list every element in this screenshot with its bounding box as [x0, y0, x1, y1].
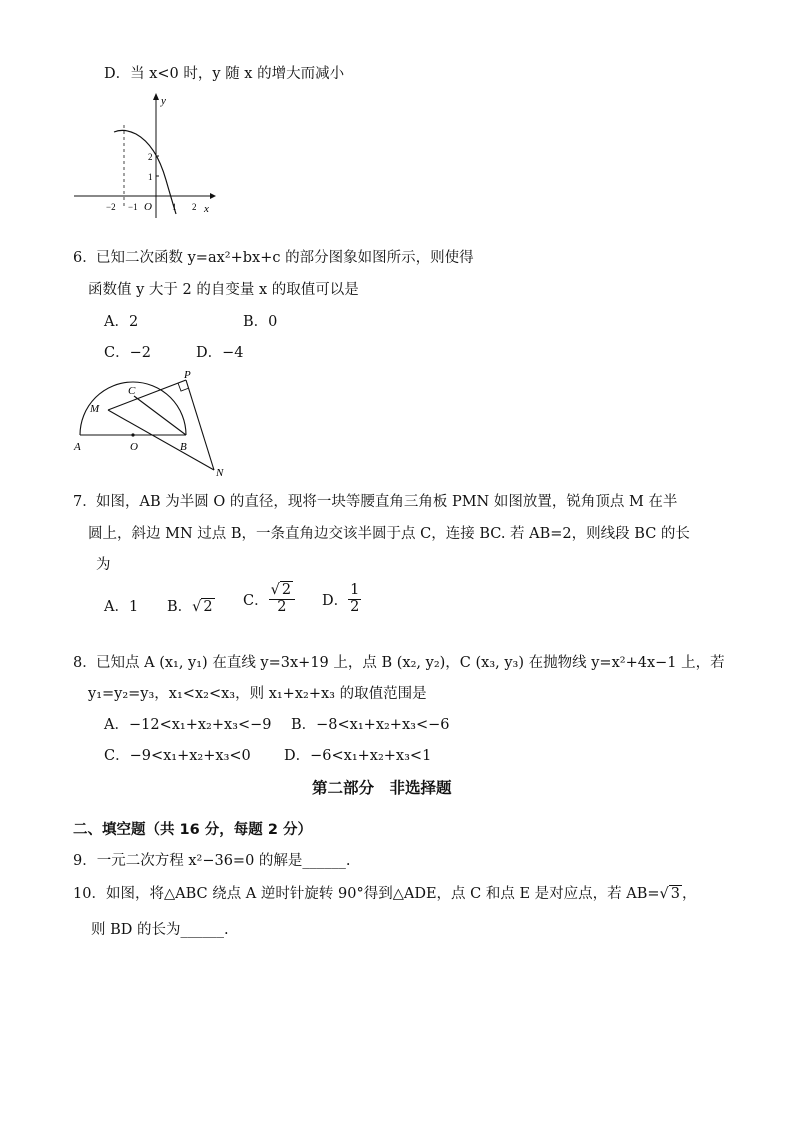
q8-option-d: D．−6<x₁+x₂+x₃<1: [284, 748, 432, 764]
q10-line1-text: 10．如图，将△ABC 绕点 A 逆时针旋转 90°得到△ADE，点 C 和点 E 是对应点，若 AB=: [73, 886, 660, 902]
q8-option-a: A．−12<x₁+x₂+x₃<−9: [104, 717, 272, 733]
q10-rad: 3: [670, 886, 681, 902]
q9-text: 9．一元二次方程 x²−36=0 的解是______.: [73, 853, 351, 869]
label-p: P: [184, 370, 191, 381]
sqrt-symbol: √ 3: [659, 886, 681, 902]
q7-option-c-den: 2: [277, 598, 287, 615]
origin-label: O: [144, 201, 152, 213]
semicircle-figure: [68, 370, 238, 480]
q7-option-c-num: 2: [281, 582, 292, 598]
tick-label: 1: [172, 202, 177, 212]
q6-stem-line2: 函数值 y 大于 2 的自变量 x 的取值可以是: [88, 282, 359, 298]
q6-option-d: D．−4: [196, 345, 244, 361]
label-o: O: [130, 441, 138, 453]
x-axis-label: x: [204, 203, 209, 215]
q7-option-a: A．1: [104, 599, 139, 615]
center-o-point: [131, 433, 134, 436]
part2-title: 第二部分 非选择题: [312, 779, 452, 797]
q8-stem-line2: y₁=y₂=y₃，x₁<x₂<x₃，则 x₁+x₂+x₃ 的取值范围是: [88, 686, 427, 702]
q6-option-a: A．2: [104, 314, 139, 330]
q6-option-c: C．−2: [104, 345, 151, 361]
fraction: [348, 583, 361, 616]
q8-stem-line1: 已知点 A (x₁, y₁) 在直线 y=3x+19 上，点 B (x₂, y₂)，C (x₃, y₃) 在抛物线 y=x²+4x−1 上，若: [96, 655, 725, 671]
label-n: N: [216, 467, 224, 479]
y-axis-arrow: [153, 93, 159, 100]
q7-option-d: [322, 583, 361, 616]
q7-stem-line2: 圆上，斜边 MN 过点 B，一条直角边交该半圆于点 C，连接 BC. 若 AB=2，则线段 BC 的长: [88, 526, 690, 542]
q7-option-d-prefix: D．: [322, 592, 349, 609]
q7-option-b-rad: 2: [203, 599, 213, 615]
tick-label: 2: [192, 202, 197, 212]
label-m: M: [90, 403, 100, 415]
q8-option-b: B．−8<x₁+x₂+x₃<−6: [291, 717, 450, 733]
tick-label: −2: [106, 202, 116, 212]
q6-option-b: B．0: [243, 314, 278, 330]
q7-option-b: [167, 595, 215, 616]
q7-option-d-num: 1: [350, 582, 360, 598]
tick-label: 2: [148, 152, 153, 162]
q10-line2: 则 BD 的长为______.: [91, 922, 229, 938]
label-a: A: [74, 441, 81, 453]
q7-option-b-prefix: B．: [167, 599, 193, 615]
q6-number: 6．: [73, 250, 97, 266]
fraction: $\frac{√ 2}{2}$: [269, 583, 295, 616]
label-b: B: [180, 441, 187, 453]
q10-line1-end: ，: [682, 886, 697, 902]
q6-stem-line1: 已知二次函数 y=ax²+bx+c 的部分图象如图所示，则使得: [96, 250, 474, 266]
x-axis-arrow: [210, 193, 216, 199]
q7-stem-line1: 如图，AB 为半圆 O 的直径，现将一块等腰直角三角板 PMN 如图放置，锐角顶点 M 在半: [96, 494, 678, 510]
q7-option-d-den: 2: [350, 598, 360, 615]
q7-number: 7．: [73, 494, 97, 510]
tick-label: −1: [128, 202, 138, 212]
tick-label: 1: [148, 172, 153, 182]
q10-line1: [73, 882, 697, 903]
label-c: C: [128, 385, 136, 397]
parabola-figure: [70, 90, 220, 220]
q5-option-d: D．当 x<0 时，y 随 x 的增大而减小: [104, 66, 345, 82]
y-axis-label: y: [161, 95, 166, 107]
q8-number: 8．: [73, 655, 97, 671]
section2-heading: 二、填空题（共 16 分，每题 2 分）: [73, 822, 312, 838]
q7-option-c: [243, 583, 295, 616]
q7-stem-line3: 为: [96, 557, 111, 573]
q8-option-c: C．−9<x₁+x₂+x₃<0: [104, 748, 251, 764]
sqrt-symbol: √ 2: [192, 599, 213, 615]
q7-option-c-prefix: C．: [243, 592, 269, 609]
